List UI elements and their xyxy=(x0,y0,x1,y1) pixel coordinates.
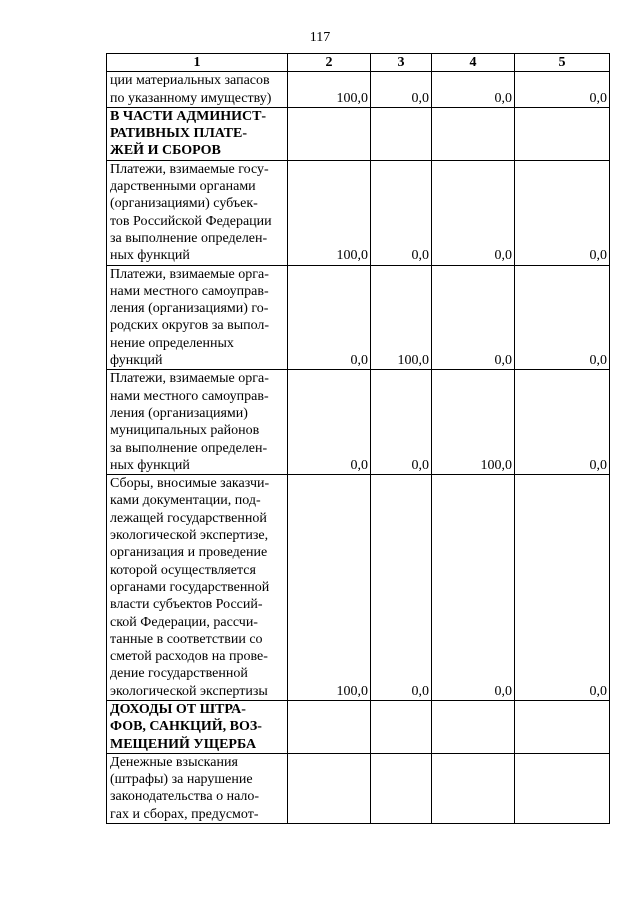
value-col-5 xyxy=(515,753,610,823)
value-col-3: 0,0 xyxy=(371,72,432,108)
value-col-4: 0,0 xyxy=(432,475,515,701)
value-col-2: 100,0 xyxy=(288,475,371,701)
column-header-4: 4 xyxy=(432,54,515,72)
value-col-5: 0,0 xyxy=(515,72,610,108)
column-header-1: 1 xyxy=(107,54,288,72)
value-col-3: 0,0 xyxy=(371,475,432,701)
value-col-2: 100,0 xyxy=(288,160,371,265)
column-header-3: 3 xyxy=(371,54,432,72)
value-col-5 xyxy=(515,107,610,160)
value-col-4 xyxy=(432,107,515,160)
value-col-2 xyxy=(288,107,371,160)
value-col-4 xyxy=(432,700,515,753)
data-table xyxy=(106,53,610,824)
section-heading: ДОХОДЫ ОТ ШТРА- ФОВ, САНКЦИЙ, ВОЗ- МЕЩЕНИЙ УЩЕРБА xyxy=(107,700,288,753)
value-col-4: 0,0 xyxy=(432,265,515,370)
value-col-2 xyxy=(288,700,371,753)
row-description: Денежные взыскания (штрафы) за нарушение законодательства о нало- гах и сборах, предусмот- xyxy=(107,753,288,823)
table-row-section-heading xyxy=(107,700,610,753)
column-header-5: 5 xyxy=(515,54,610,72)
value-col-4: 100,0 xyxy=(432,370,515,475)
value-col-3: 0,0 xyxy=(371,370,432,475)
column-header-2: 2 xyxy=(288,54,371,72)
value-col-3: 100,0 xyxy=(371,265,432,370)
page-number: 117 xyxy=(309,30,331,45)
value-col-2: 100,0 xyxy=(288,72,371,108)
row-description: Платежи, взимаемые госу- дарственными органами (организациями) субъек- тов Российской Федерации за выполнение определен- ных функций xyxy=(107,160,288,265)
value-col-2 xyxy=(288,753,371,823)
value-col-4: 0,0 xyxy=(432,160,515,265)
value-col-5: 0,0 xyxy=(515,475,610,701)
value-col-3 xyxy=(371,107,432,160)
table-row xyxy=(107,265,610,370)
table-row xyxy=(107,370,610,475)
row-description: Платежи, взимаемые орга- нами местного самоуправ- ления (организациями) го- родских округов за выпол- нение определенных функций xyxy=(107,265,288,370)
row-description: ции материальных запасов по указанному имуществу) xyxy=(107,72,288,108)
table-header-row xyxy=(107,54,610,72)
value-col-5: 0,0 xyxy=(515,160,610,265)
table-row-section-heading xyxy=(107,107,610,160)
value-col-2: 0,0 xyxy=(288,370,371,475)
row-description: Платежи, взимаемые орга- нами местного самоуправ- ления (организациями) муниципальных районов за выполнение определен- ных функций xyxy=(107,370,288,475)
value-col-5: 0,0 xyxy=(515,265,610,370)
table-body xyxy=(107,72,610,824)
table-row xyxy=(107,475,610,701)
value-col-5 xyxy=(515,700,610,753)
value-col-4 xyxy=(432,753,515,823)
value-col-5: 0,0 xyxy=(515,370,610,475)
value-col-3 xyxy=(371,700,432,753)
value-col-3 xyxy=(371,753,432,823)
table-row xyxy=(107,753,610,823)
section-heading: В ЧАСТИ АДМИНИСТ- РАТИВНЫХ ПЛАТЕ- ЖЕЙ И СБОРОВ xyxy=(107,107,288,160)
value-col-3: 0,0 xyxy=(371,160,432,265)
table-row xyxy=(107,72,610,108)
table-row xyxy=(107,160,610,265)
value-col-4: 0,0 xyxy=(432,72,515,108)
value-col-2: 0,0 xyxy=(288,265,371,370)
row-description: Сборы, вносимые заказчи- ками документации, под- лежащей государственной экологической экспертизе, организация и проведение которой осуществляется органами государственной власти субъектов Россий- ской Федерации, рассчи- танные в соответствии со сметой расходов на прове- дение государственной экологической экспертизы xyxy=(107,475,288,701)
